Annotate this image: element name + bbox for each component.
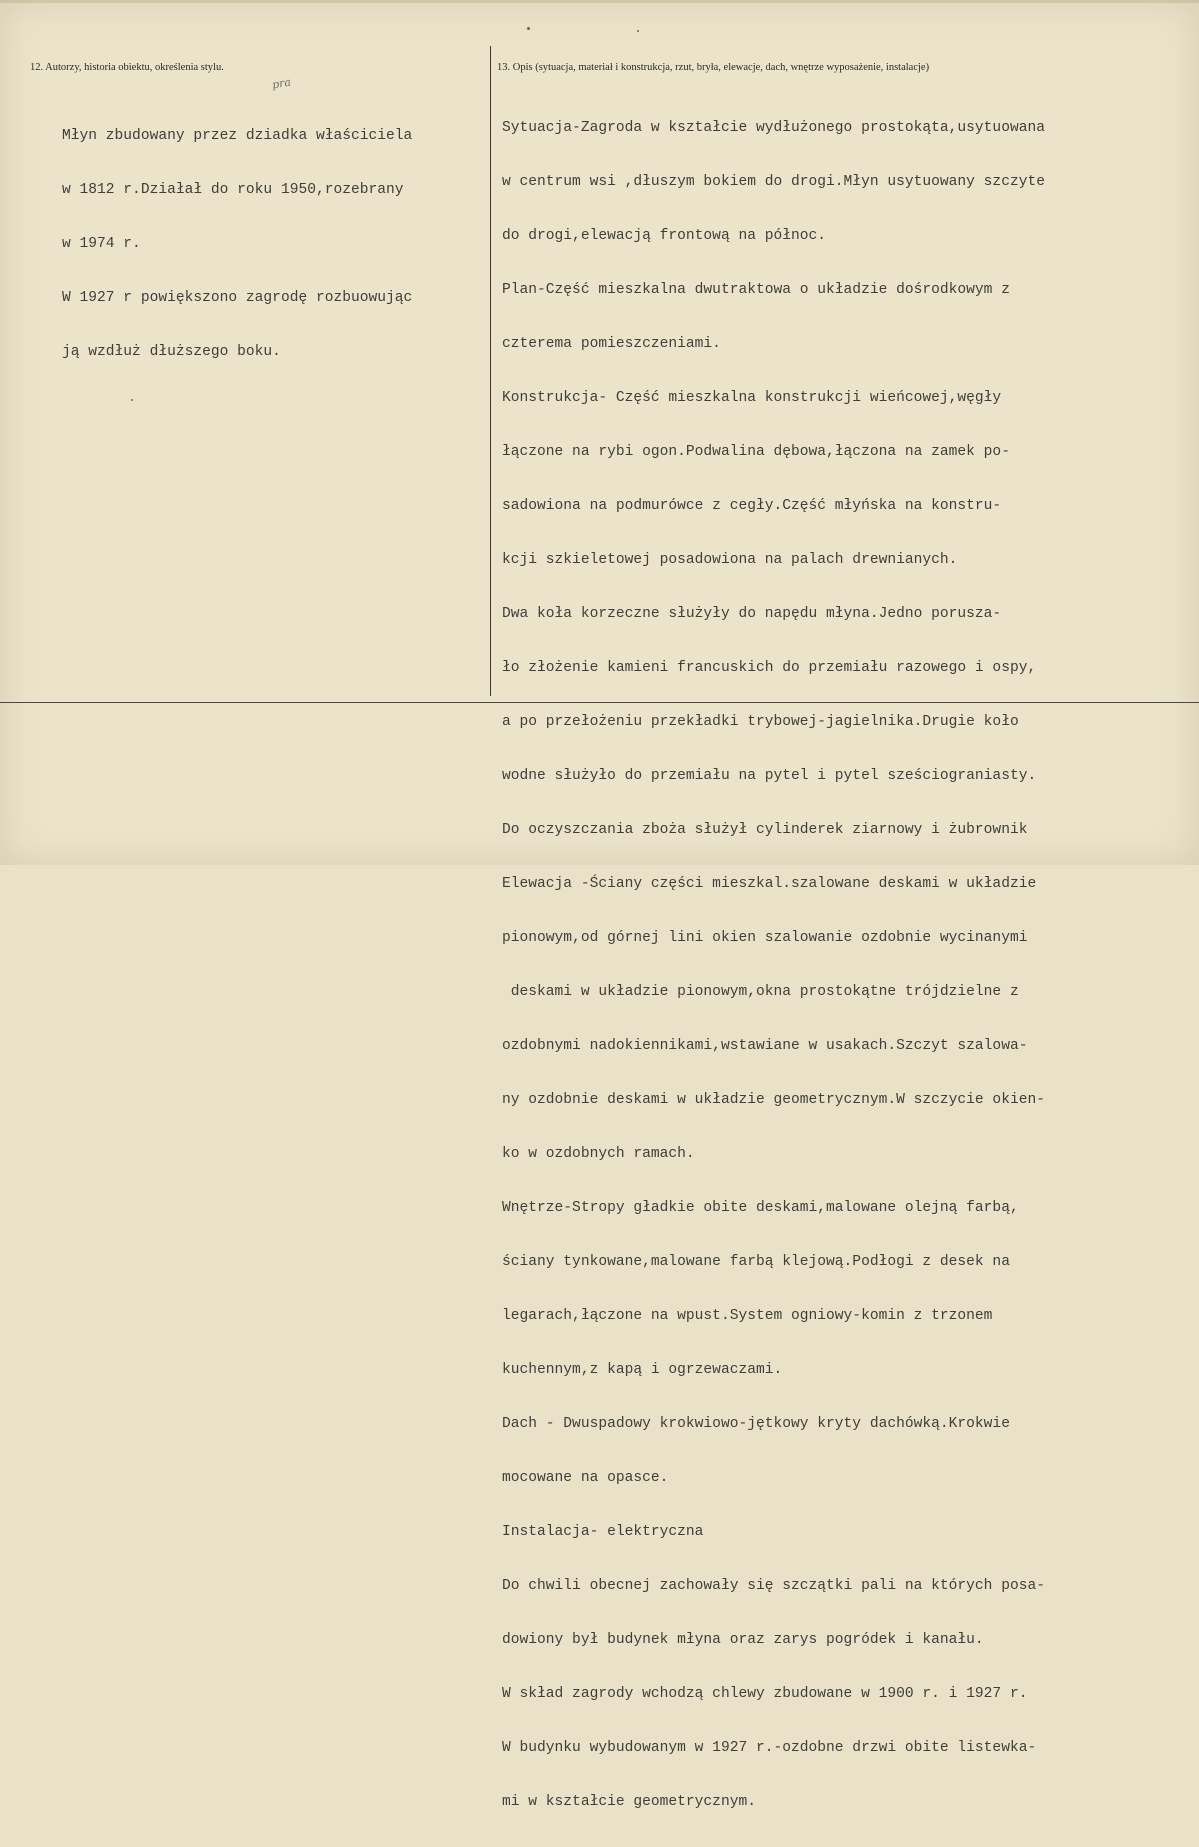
ink-speck — [131, 399, 133, 401]
text-line: Do chwili obecnej zachowały się szczątki pali na których posa- — [502, 1578, 1045, 1594]
text-line: Wnętrze-Stropy gładkie obite deskami,malowane olejną farbą, — [502, 1200, 1019, 1216]
section-13-text — [502, 83, 1045, 1847]
text-line: do drogi,elewacją frontową na północ. — [502, 228, 827, 244]
text-line: wodne służyło do przemiału na pytel i pytel sześciograniasty. — [502, 768, 1037, 784]
column-divider — [490, 46, 491, 696]
text-line: Instalacja- elektryczna — [502, 1524, 704, 1540]
text-line: deskami w układzie pionowym,okna prostokątne trójdzielne z — [502, 984, 1019, 1000]
section-13-label: 13. Opis (sytuacja, materiał i konstrukcja, rzut, bryła, elewacje, dach, wnętrze wyposażenie, instalacje) — [497, 62, 930, 73]
text-line: w 1812 r.Działał do roku 1950,rozebrany — [62, 182, 404, 198]
text-line: dowiony był budynek młyna oraz zarys pogródek i kanału. — [502, 1632, 984, 1648]
text-line: kuchennym,z kapą i ogrzewaczami. — [502, 1362, 783, 1378]
text-line: a po przełożeniu przekładki trybowej-jagielnika.Drugie koło — [502, 714, 1019, 730]
ink-speck — [637, 30, 639, 32]
text-line: Do oczyszczania zboża służył cylinderek ziarnowy i żubrownik — [502, 822, 1028, 838]
text-line: ło złożenie kamieni francuskich do przemiału razowego i ospy, — [502, 660, 1037, 676]
text-line: legarach,łączone na wpust.System ogniowy-komin z trzonem — [502, 1308, 993, 1324]
text-line: czterema pomieszczeniami. — [502, 336, 721, 352]
text-line: Sytuacja-Zagroda w kształcie wydłużonego prostokąta,usytuowana — [502, 120, 1045, 136]
text-line: Plan-Część mieszkalna dwutraktowa o układzie dośrodkowym z — [502, 282, 1010, 298]
text-line: w 1974 r. — [62, 236, 141, 252]
text-line: W 1927 r powiększono zagrodę rozbuowując — [62, 290, 413, 306]
text-line: w centrum wsi ,dłuszym bokiem do drogi.Młyn usytuowany szczyte — [502, 174, 1045, 190]
handwritten-annotation: pra — [271, 75, 292, 92]
text-line: Konstrukcja- Część mieszkalna konstrukcji wieńcowej,węgły — [502, 390, 1002, 406]
text-line: sadowiona na podmurówce z cegły.Część młyńska na konstru- — [502, 498, 1002, 514]
ink-speck — [527, 27, 530, 30]
text-line: Młyn zbudowany przez dziadka właściciela — [62, 128, 413, 144]
section-12-label: 12. Autorzy, historia obiektu, określenia stylu. — [30, 62, 224, 73]
text-line: ją wzdłuż dłuższego boku. — [62, 344, 281, 360]
text-line: ko w ozdobnych ramach. — [502, 1146, 695, 1162]
text-line: ściany tynkowane,malowane farbą klejową.Podłogi z desek na — [502, 1254, 1010, 1270]
top-edge — [0, 0, 1199, 3]
text-line: Dach - Dwuspadowy krokwiowo-jętkowy kryty dachówką.Krokwie — [502, 1416, 1010, 1432]
text-line: łączone na rybi ogon.Podwalina dębowa,łączona na zamek po- — [502, 444, 1010, 460]
text-line: kcji szkieletowej posadowiona na palach drewnianych. — [502, 552, 958, 568]
text-line: ozdobnymi nadokiennikami,wstawiane w usakach.Szczyt szalowa- — [502, 1038, 1028, 1054]
text-line: pionowym,od górnej lini okien szalowanie ozdobnie wycinanymi — [502, 930, 1028, 946]
text-line: mocowane na opasce. — [502, 1470, 669, 1486]
section-12-text — [62, 91, 412, 397]
text-line: Dwa koła korzeczne służyły do napędu młyna.Jedno porusza- — [502, 606, 1002, 622]
text-line: Elewacja -Ściany części mieszkal.szalowane deskami w układzie — [502, 876, 1037, 892]
text-line: ny ozdobnie deskami w układzie geometrycznym.W szczycie okien- — [502, 1092, 1045, 1108]
text-line: W budynku wybudowanym w 1927 r.-ozdobne drzwi obite listewka- — [502, 1740, 1037, 1756]
text-line: W skład zagrody wchodzą chlewy zbudowane w 1900 r. i 1927 r. — [502, 1686, 1028, 1702]
text-line: mi w kształcie geometrycznym. — [502, 1794, 756, 1810]
